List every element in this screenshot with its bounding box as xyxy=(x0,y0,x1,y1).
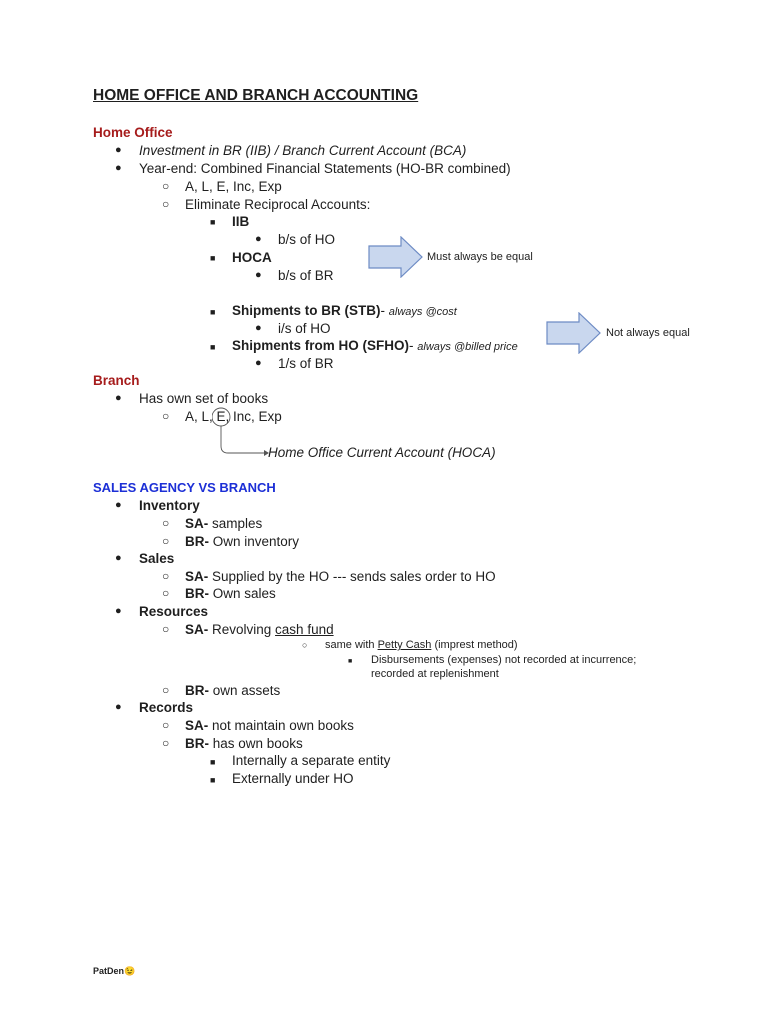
disbursements-line1: Disbursements (expenses) not recorded at incurrence; xyxy=(371,654,637,666)
sfho-dash: - xyxy=(409,338,414,353)
sa-tag: SA- xyxy=(185,622,209,637)
disbursements-line2: recorded at replenishment xyxy=(371,668,499,680)
resources-label: Resources xyxy=(139,604,209,619)
ho-item-yearend: Year-end: Combined Financial Statements (HO-BR combined) xyxy=(139,161,511,176)
records-sa xyxy=(185,717,354,734)
bullet-square: ■ xyxy=(210,307,216,317)
br-tag: BR- xyxy=(185,736,209,751)
stb-note: always @cost xyxy=(388,306,457,318)
inventory-sa-text: samples xyxy=(208,516,263,531)
sfho-note: always @billed price xyxy=(417,341,518,353)
bullet-circle: ○ xyxy=(162,409,170,423)
stb-dash: - xyxy=(380,303,385,318)
ho-sfho-sub: 1/s of BR xyxy=(278,356,334,371)
not-equal-note: Not always equal xyxy=(606,327,690,339)
br-tag: BR- xyxy=(185,534,209,549)
inventory-br-text: Own inventory xyxy=(209,534,300,549)
inventory-br xyxy=(185,533,299,550)
hoca-callout: Home Office Current Account (HOCA) xyxy=(268,445,496,460)
bullet-square: ■ xyxy=(348,658,353,665)
resources-sa-text: Revolving xyxy=(208,622,276,637)
ho-stb xyxy=(232,302,457,321)
bullet-dot: ● xyxy=(115,499,122,511)
sales-br xyxy=(185,585,276,602)
sa-tag: SA- xyxy=(185,569,209,584)
ho-stb-sub: i/s of HO xyxy=(278,321,331,336)
resources-br-text: own assets xyxy=(209,683,281,698)
branch-sub-a: A, L, xyxy=(185,409,217,424)
records-br xyxy=(185,735,303,752)
bullet-circle: ○ xyxy=(162,534,170,548)
bullet-dot: ● xyxy=(255,322,262,334)
bullet-dot: ● xyxy=(255,233,262,245)
br-tag: BR- xyxy=(185,683,209,698)
bullet-square: ■ xyxy=(210,757,216,767)
sfho-label: Shipments from HO (SFHO) xyxy=(232,338,410,353)
records-br-external: Externally under HO xyxy=(232,771,354,786)
branch-sub-rest: , Inc, Exp xyxy=(225,409,282,424)
inventory-sa xyxy=(185,515,262,532)
ho-hoca: HOCA xyxy=(232,250,272,265)
petty-cash-note xyxy=(325,638,518,652)
author-name: PatDen xyxy=(93,966,125,976)
bullet-dot: ● xyxy=(255,357,262,369)
petty-cash-link: Petty Cash xyxy=(377,639,432,651)
sa-tag: SA- xyxy=(185,718,209,733)
sales-label: Sales xyxy=(139,551,175,566)
ho-sub-accounts: A, L, E, Inc, Exp xyxy=(185,179,282,194)
br-tag: BR- xyxy=(185,586,209,601)
bullet-circle: ○ xyxy=(162,586,170,600)
branch-sub-e: E xyxy=(216,409,226,424)
bullet-circle: ○ xyxy=(162,683,170,697)
bullet-dot: ● xyxy=(115,605,122,617)
records-br-text: has own books xyxy=(209,736,303,751)
ho-item-iib: Investment in BR (IIB) / Branch Current Account (BCA) xyxy=(139,143,467,158)
sales-sa xyxy=(185,568,496,585)
bullet-circle: ○ xyxy=(162,736,170,750)
ho-sfho xyxy=(232,337,518,356)
bullet-circle: ○ xyxy=(162,516,170,530)
resources-br xyxy=(185,682,280,699)
branch-heading: Branch xyxy=(93,373,140,388)
inventory-label: Inventory xyxy=(139,498,200,513)
bullet-circle: ○ xyxy=(162,569,170,583)
footer-author xyxy=(93,965,135,977)
stb-label: Shipments to BR (STB) xyxy=(232,303,381,318)
records-sa-text: not maintain own books xyxy=(208,718,354,733)
bullet-dot: ● xyxy=(115,701,122,713)
ho-sub-eliminate: Eliminate Reciprocal Accounts: xyxy=(185,197,371,212)
sales-agency-heading: SALES AGENCY VS BRANCH xyxy=(93,480,276,495)
bullet-dot: ● xyxy=(115,392,122,404)
sales-sa-text: Supplied by the HO --- sends sales order to HO xyxy=(208,569,496,584)
resources-sa xyxy=(185,621,334,638)
records-label: Records xyxy=(139,700,194,715)
equity-callout-connector xyxy=(212,404,272,464)
bullet-square: ■ xyxy=(210,217,216,227)
cash-fund-link: cash fund xyxy=(275,622,334,637)
bullet-square: ■ xyxy=(210,253,216,263)
home-office-heading: Home Office xyxy=(93,125,173,140)
bullet-dot: ● xyxy=(115,552,122,564)
bullet-circle: ○ xyxy=(162,622,170,636)
bullet-dot: ● xyxy=(115,144,122,156)
bullet-circle: ○ xyxy=(302,640,308,650)
right-arrow-icon xyxy=(368,236,424,278)
bullet-circle: ○ xyxy=(162,179,170,193)
bullet-dot: ● xyxy=(115,162,122,174)
bullet-square: ■ xyxy=(210,342,216,352)
sa-tag: SA- xyxy=(185,516,209,531)
ho-hoca-sub: b/s of BR xyxy=(278,268,334,283)
ho-iib: IIB xyxy=(232,214,250,229)
page-title: HOME OFFICE AND BRANCH ACCOUNTING xyxy=(93,87,419,104)
must-equal-note: Must always be equal xyxy=(427,251,533,263)
petty-post: (imprest method) xyxy=(431,639,518,651)
bullet-square: ■ xyxy=(210,775,216,785)
petty-pre: same with xyxy=(325,639,378,651)
bullet-circle: ○ xyxy=(162,197,170,211)
bullet-dot: ● xyxy=(255,269,262,281)
right-arrow-icon xyxy=(546,312,602,354)
branch-item-books: Has own set of books xyxy=(139,391,269,406)
records-br-internal: Internally a separate entity xyxy=(232,753,391,768)
sales-br-text: Own sales xyxy=(209,586,276,601)
ho-iib-sub: b/s of HO xyxy=(278,232,336,247)
bullet-circle: ○ xyxy=(162,718,170,732)
wink-emoji-icon: 😉 xyxy=(124,966,136,976)
